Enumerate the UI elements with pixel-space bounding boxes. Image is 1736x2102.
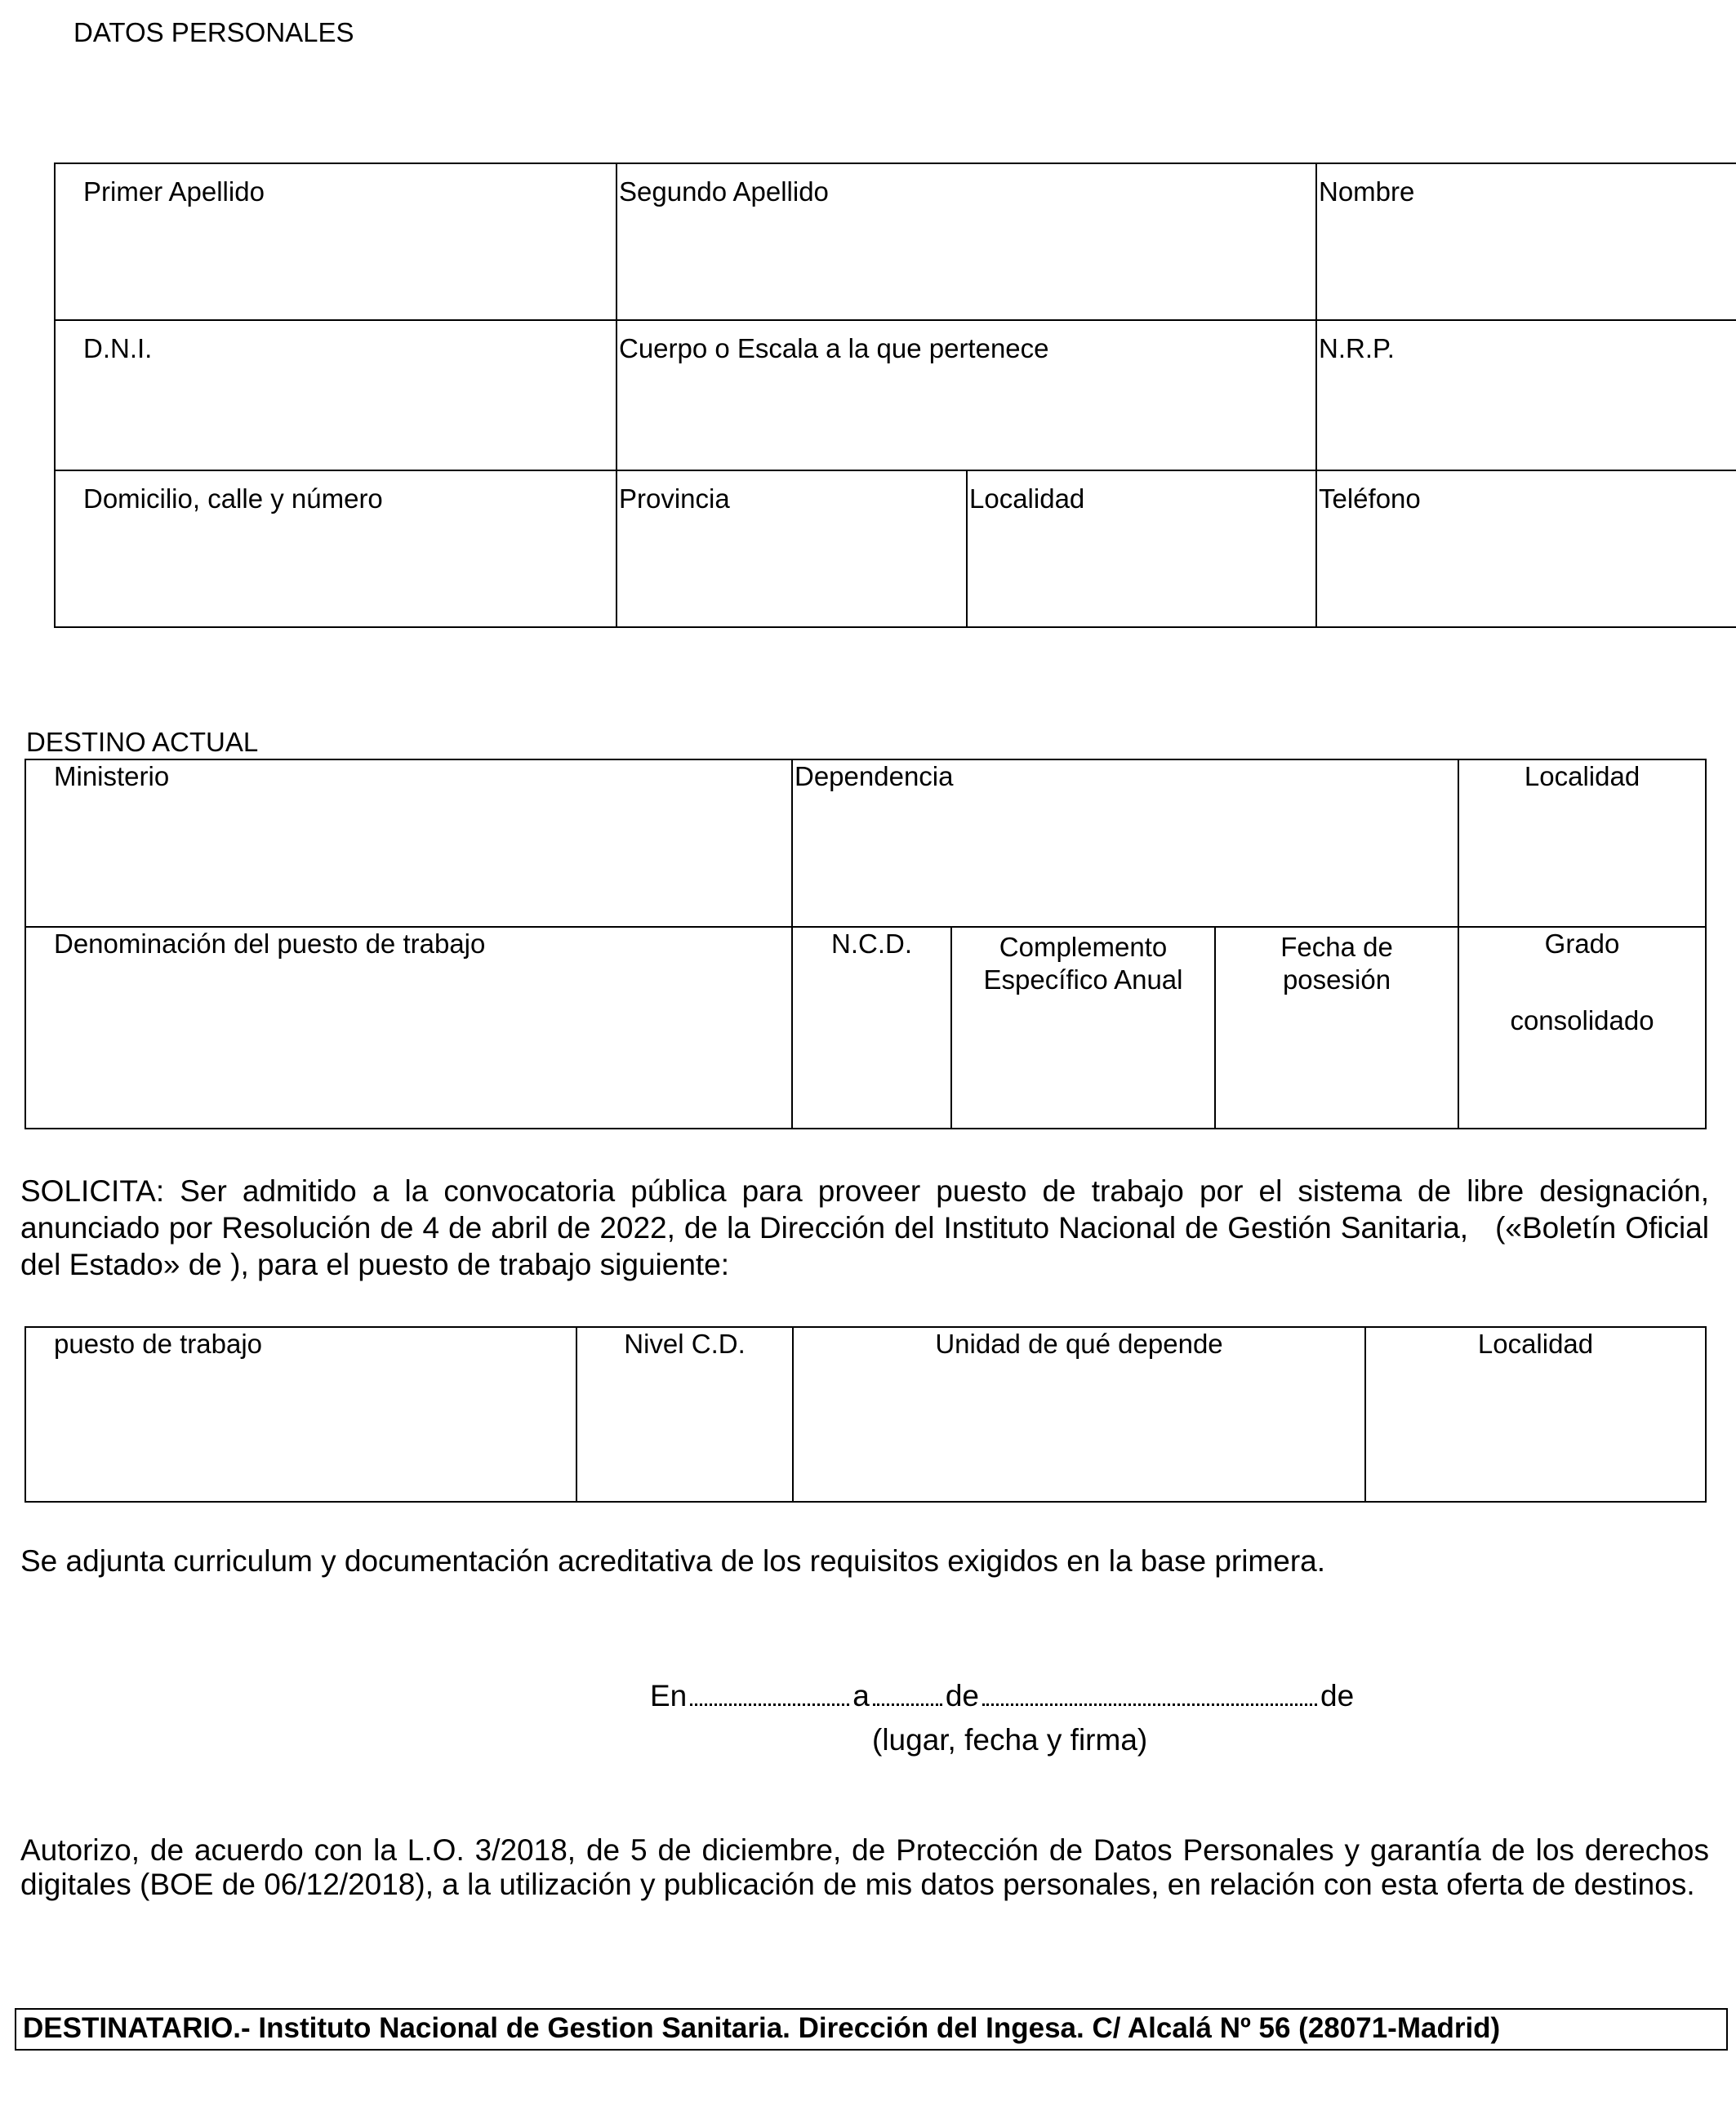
firma-de2: de	[1320, 1679, 1355, 1712]
firma-en: En	[650, 1679, 688, 1712]
segundo-apellido-field[interactable]	[617, 163, 1316, 320]
unidad-depende-field[interactable]	[793, 1327, 1365, 1502]
dependencia-label: Dependencia	[795, 761, 954, 791]
dni-label: D.N.I.	[83, 333, 153, 363]
destinatario-text: DESTINATARIO.- Instituto Nacional de Gestion Sanitaria. Dirección del Ingesa. C/ Alcalá Nº 56 (28071-Madrid)	[23, 2012, 1501, 2044]
autorizo-paragraph: Autorizo, de acuerdo con la L.O. 3/2018, de 5 de diciembre, de Protección de Datos Personales y garantía de los derechos digitales (BOE de 06/12/2018), a la utilización y publicación de mis datos personales, en relación con esta oferta de destinos.	[20, 1833, 1709, 1901]
destinatario-box	[15, 2008, 1728, 2051]
domicilio-label: Domicilio, calle y número	[83, 483, 383, 514]
ministerio-field[interactable]	[25, 759, 792, 927]
grado-consolidado-field[interactable]	[1458, 927, 1706, 1129]
ncd-field[interactable]	[792, 927, 951, 1129]
mes-blank[interactable]	[982, 1703, 1317, 1706]
ministerio-label: Ministerio	[54, 761, 170, 791]
unidad-depende-label: Unidad de qué depende	[935, 1329, 1223, 1359]
telefono-label: Teléfono	[1319, 483, 1421, 514]
primer-apellido-label: Primer Apellido	[83, 176, 265, 207]
domicilio-field[interactable]	[55, 470, 617, 627]
fecha-posesion-label-2: posesión	[1282, 964, 1391, 995]
firma-a: a	[852, 1679, 870, 1712]
provincia-label: Provincia	[619, 483, 730, 514]
telefono-field[interactable]	[1316, 470, 1736, 627]
complemento-label-2: Específico Anual	[983, 964, 1183, 995]
cuerpo-escala-label: Cuerpo o Escala a la que pertenece	[619, 333, 1049, 363]
dependencia-field[interactable]	[792, 759, 1458, 927]
nivel-cd-label: Nivel C.D.	[624, 1329, 746, 1359]
localidad-field[interactable]	[967, 470, 1316, 627]
puesto-trabajo-label: puesto de trabajo	[54, 1329, 263, 1359]
fecha-posesion-label-1: Fecha de	[1280, 932, 1393, 962]
denominacion-puesto-label: Denominación del puesto de trabajo	[54, 929, 486, 959]
nombre-label: Nombre	[1319, 176, 1415, 207]
nrp-label: N.R.P.	[1319, 333, 1395, 363]
complemento-field[interactable]	[951, 927, 1215, 1129]
adjunta-text: Se adjunta curriculum y documentación acreditativa de los requisitos exigidos en la base primera.	[20, 1544, 1326, 1578]
grado-label: Grado	[1544, 929, 1620, 959]
ncd-label: N.C.D.	[831, 929, 912, 959]
complemento-label-1: Complemento	[999, 932, 1168, 962]
puesto-trabajo-field[interactable]	[25, 1327, 576, 1502]
nombre-field[interactable]	[1316, 163, 1736, 320]
consolidado-label: consolidado	[1510, 1005, 1654, 1035]
segundo-apellido-label: Segundo Apellido	[619, 176, 829, 207]
primer-apellido-field[interactable]	[55, 163, 617, 320]
localidad-label: Localidad	[969, 483, 1085, 514]
section-title-datos-personales: DATOS PERSONALES	[73, 17, 354, 47]
firma-de1: de	[945, 1679, 979, 1712]
solicita-paragraph: SOLICITA: Ser admitido a la convocatoria pública para proveer puesto de trabajo por el sistema de libre designación, anunciado por Resolución de 4 de abril de 2022, de la Dirección del Instituto Nacional de Gestión Sanitaria, («Boletín Oficial del Estado» de ), para el puesto de trabajo siguiente:	[20, 1174, 1709, 1281]
localidad-actual-field[interactable]	[1458, 759, 1706, 927]
firma-line	[650, 1677, 1354, 1714]
localidad-solicitada-field[interactable]	[1365, 1327, 1706, 1502]
localidad-actual-label: Localidad	[1524, 761, 1640, 791]
datos-personales-table	[54, 163, 1736, 628]
fecha-posesion-field[interactable]	[1215, 927, 1458, 1129]
localidad-solicitada-label: Localidad	[1477, 1329, 1594, 1359]
section-title-destino-actual: DESTINO ACTUAL	[26, 727, 259, 757]
provincia-field[interactable]	[617, 470, 967, 627]
nrp-field[interactable]	[1316, 320, 1736, 470]
puesto-solicitado-table	[24, 1326, 1707, 1503]
firma-caption: (lugar, fecha y firma)	[872, 1723, 1148, 1757]
denominacion-puesto-field[interactable]	[25, 927, 792, 1129]
cuerpo-escala-field[interactable]	[617, 320, 1316, 470]
nivel-cd-field[interactable]	[576, 1327, 793, 1502]
lugar-blank[interactable]	[690, 1703, 849, 1706]
dia-blank[interactable]	[873, 1703, 942, 1706]
destino-actual-table	[24, 759, 1707, 1129]
dni-field[interactable]	[55, 320, 617, 470]
